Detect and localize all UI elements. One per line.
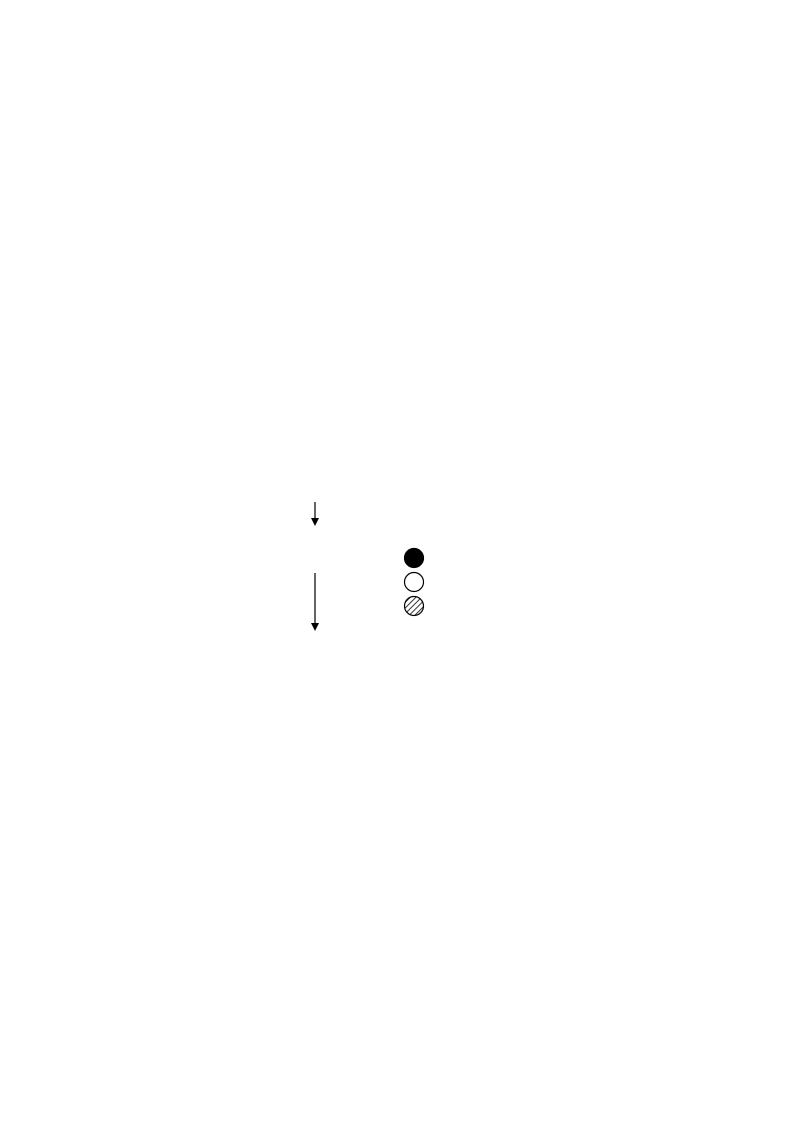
legend xyxy=(405,549,424,616)
cross-arrow-head xyxy=(311,518,319,526)
legend-l-swatch xyxy=(405,549,424,568)
selection-arrow-head xyxy=(311,623,319,631)
legend-m-swatch xyxy=(405,573,424,592)
legend-n-swatch xyxy=(405,597,424,616)
